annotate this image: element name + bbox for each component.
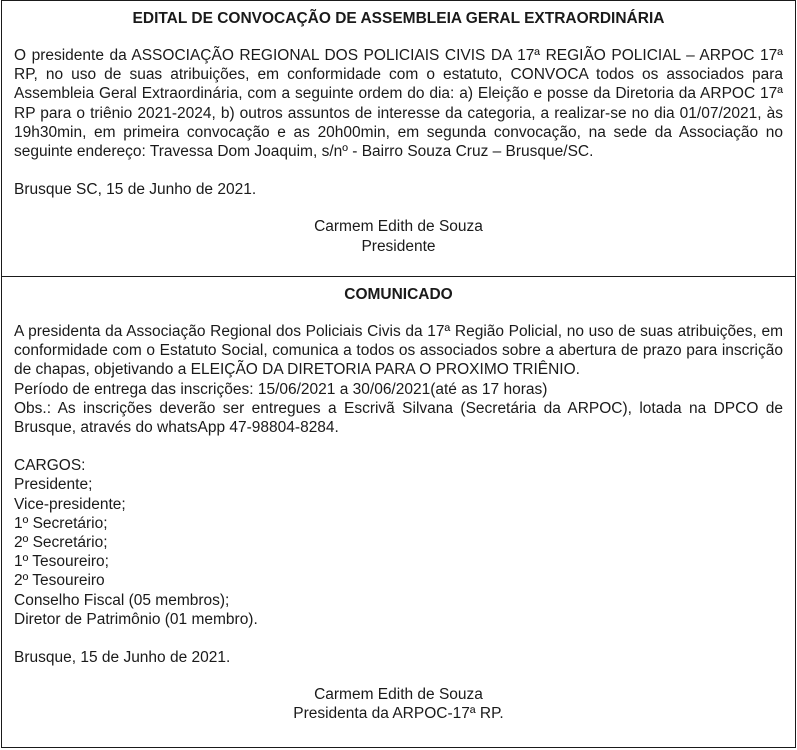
cargo-item: 2º Tesoureiro	[14, 572, 105, 590]
cargo-item: Conselho Fiscal (05 membros);	[14, 591, 230, 609]
edital-signer-role: Presidente	[361, 237, 436, 255]
comunicado-periodo: Período de entrega das inscrições: 15/06/2021 a 30/06/2021(até as 17 horas)	[14, 380, 548, 398]
comunicado-obs: Obs.: As inscrições deverão ser entregues a Escrivã Silvana (Secretária da ARPOC), lotada na DPCO de Brusque, através do whatsApp 47-98804-8284.	[14, 399, 783, 437]
edital-title: EDITAL DE CONVOCAÇÃO DE ASSEMBLEIA GERAL EXTRAORDINÁRIA	[132, 10, 665, 27]
cargo-item: Diretor de Patrimônio (01 membro).	[14, 610, 258, 628]
cargos-list	[14, 475, 783, 629]
comunicado-date: Brusque, 15 de Junho de 2021.	[14, 649, 231, 667]
comunicado-signer-name: Carmem Edith de Souza	[314, 686, 483, 704]
edital-body: O presidente da ASSOCIAÇÃO REGIONAL DOS POLICIAIS CIVIS DA 17ª REGIÃO POLICIAL – ARPOC 17ª RP, no uso de suas atribuições, em conformidade com o estatuto, CONVOCA todos os associados para Assembleia Geral Extraordinária, com a seguinte ordem do dia: a) Eleição e posse da Diretoria da ARPOC 17ª RP para o triênio 2021-2024, b) outros assuntos de interesse da categoria, a realizar-se no dia 01/07/2021, às 19h30min, em primeira convocação e as 20h00min, em segunda convocação, na sede da Associação no seguinte endereço: Travessa Dom Joaquim, s/nº - Bairro Souza Cruz – Brusque/SC.	[14, 47, 783, 161]
cargo-item: Vice-presidente;	[14, 495, 126, 513]
comunicado-body: A presidenta da Associação Regional dos Policiais Civis da 17ª Região Policial, no uso de suas atribuições, em conformidade com o Estatuto Social, comunica a todos os associados sobre a abertura de prazo para inscrição de chapas, objetivando a ELEIÇÃO DA DIRETORIA PARA O PROXIMO TRIÊNIO.	[14, 323, 783, 379]
edital-signer-name: Carmem Edith de Souza	[314, 218, 483, 236]
edital-date: Brusque SC, 15 de Junho de 2021.	[14, 181, 257, 199]
edital-section	[2, 1, 795, 277]
cargo-item: 1º Tesoureiro;	[14, 553, 109, 571]
cargos-heading: CARGOS:	[14, 457, 86, 475]
comunicado-signer-role: Presidenta da ARPOC-17ª RP.	[293, 705, 504, 723]
notice-page	[1, 0, 796, 748]
comunicado-section	[2, 277, 795, 724]
cargo-item: 2º Secretário;	[14, 534, 108, 552]
comunicado-title: COMUNICADO	[344, 286, 453, 303]
cargo-item: Presidente;	[14, 476, 93, 494]
cargo-item: 1º Secretário;	[14, 514, 108, 532]
